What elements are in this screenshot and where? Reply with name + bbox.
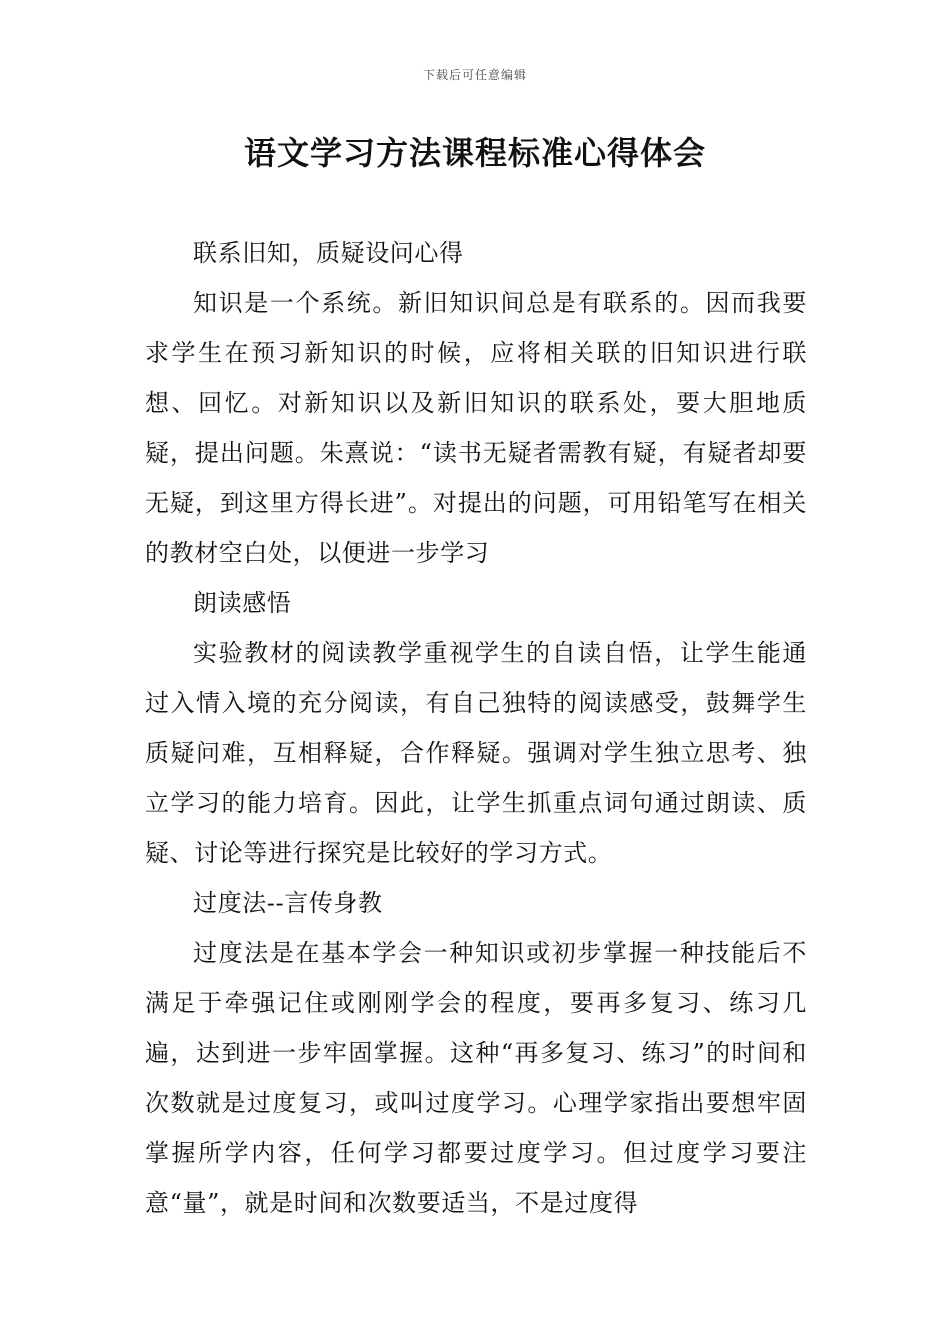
body-paragraph: 过度法是在基本学会一种知识或初步掌握一种技能后不满足于牵强记住或刚刚学会的程度，要再多复习、练习几遍，达到进一步牢固掌握。这种“再多复习、练习”的时间和次数就是过度复习，或叫过度学习。心理学家指出要想牢固掌握所学内容，任何学习都要过度学习。但过度学习要注意“量”，就是时间和次数要适当，不是过度得 — [145, 939, 807, 1217]
header-note: 下载后可任意编辑 — [422, 68, 527, 82]
document-title: 语文学习方法课程标准心得体会 — [243, 134, 706, 172]
section-heading-review: 联系旧知，质疑设问心得 — [193, 239, 464, 267]
body-paragraph: 实验教材的阅读教学重视学生的自读自悟，让学生能通过入情入境的充分阅读，有自己独特的阅读感受，鼓舞学生质疑问难，互相释疑，合作释疑。强调对学生独立思考、独立学习的能力培育。因此，让学生抓重点词句通过朗读、质疑、讨论等进行探究是比较好的学习方式。 — [145, 639, 807, 867]
section-heading-overlearning: 过度法--言传身教 — [193, 889, 383, 917]
document-body — [145, 228, 807, 1228]
body-paragraph: 知识是一个系统。新旧知识间总是有联系的。因而我要求学生在预习新知识的时候，应将相关联的旧知识进行联想、回忆。对新知识以及新旧知识的联系处，要大胆地质疑，提出问题。朱熹说：“读书无疑者需教有疑，有疑者却要无疑，到这里方得长进”。对提出的问题，可用铅笔写在相关的教材空白处，以便进一步学习 — [145, 289, 807, 567]
section-heading-reading: 朗读感悟 — [193, 589, 292, 617]
